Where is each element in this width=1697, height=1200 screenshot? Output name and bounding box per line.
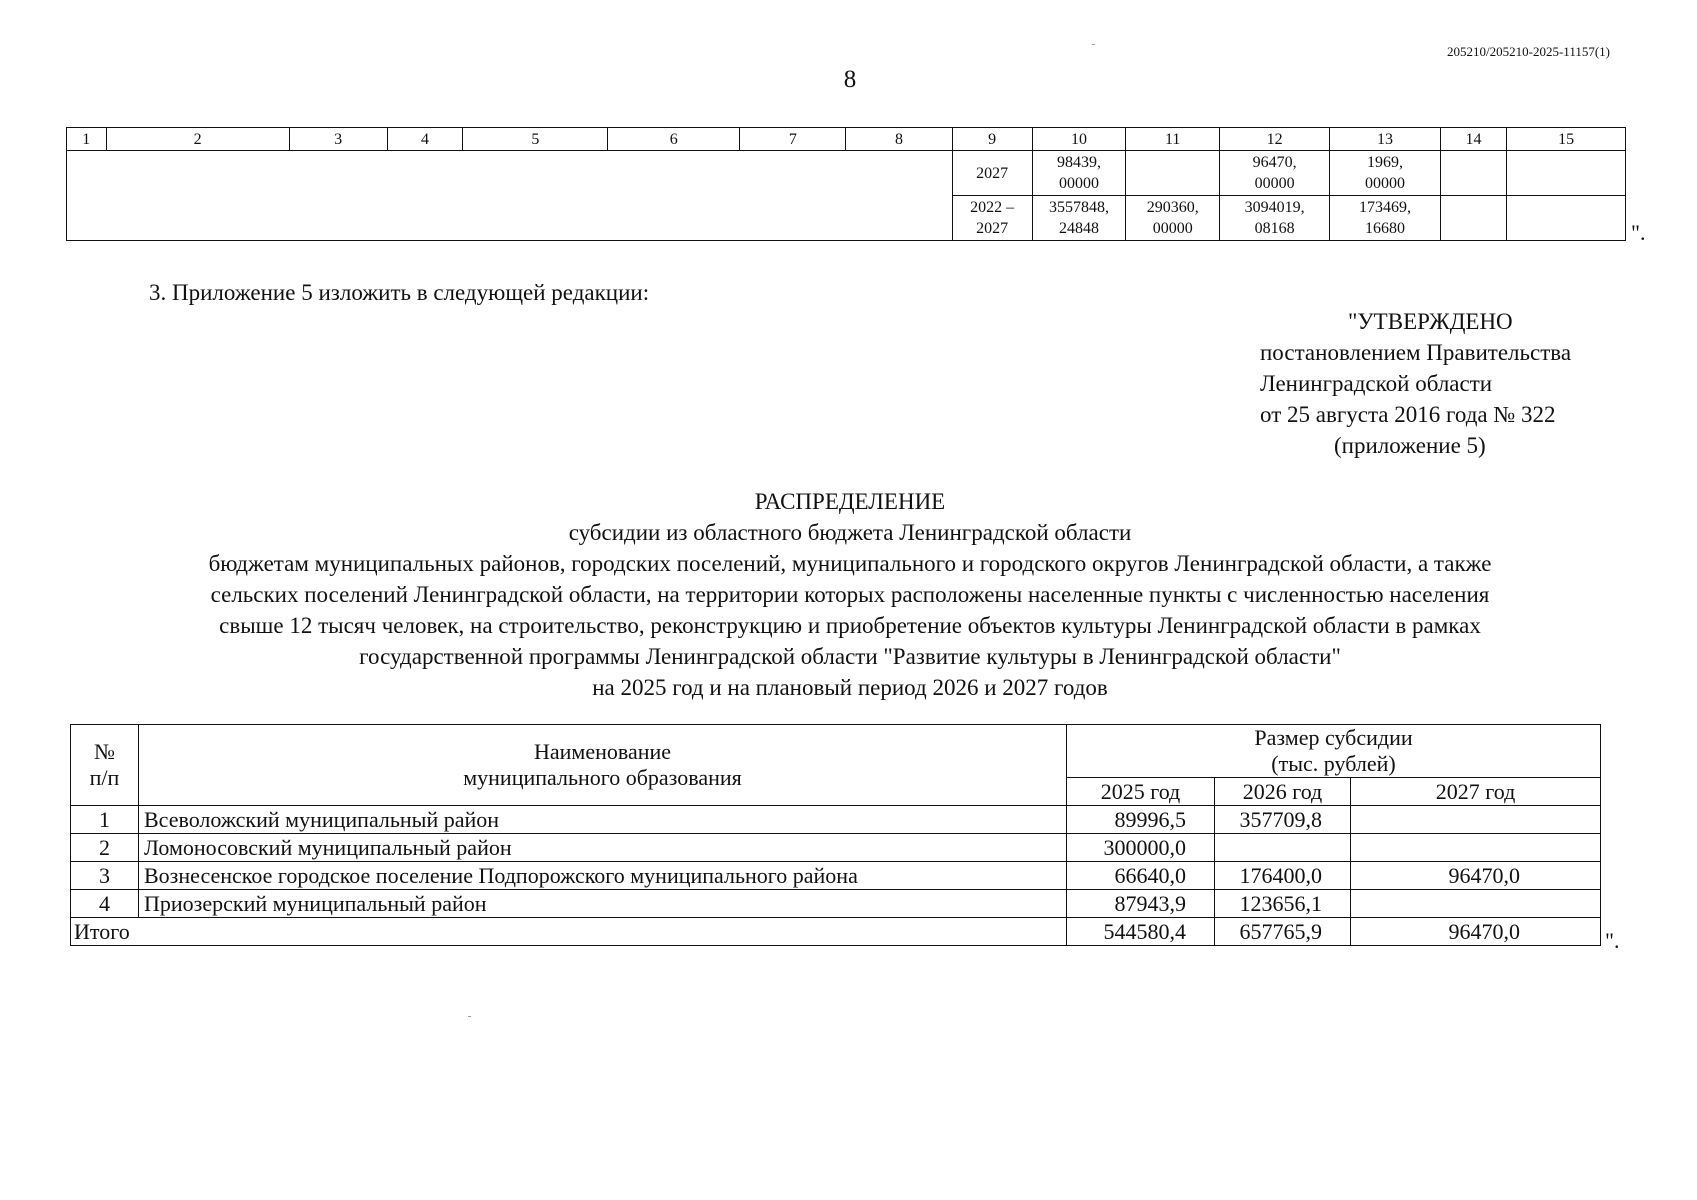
column-number: 4 [387,128,463,151]
column-header-subsidy-size: Размер субсидии (тыс. рублей) [1067,725,1601,778]
approved-label: "УТВЕРЖДЕНО [1348,309,1513,334]
continuation-table [66,127,1626,241]
column-number: 15 [1507,128,1626,151]
value-2025: 87943,9 [1067,890,1215,918]
heading-line: государственной программы Ленинградской области "Развитие культуры в Ленинградской области" [359,644,1341,669]
heading-line: бюджетам муниципальных районов, городских поселений, муниципального и городского округов Ленинградской области, а также [208,551,1492,576]
value-cell [1507,151,1626,196]
heading-line: сельских поселений Ленинградской области, на территории которых расположены населенные пункты с численностью населения [210,582,1490,607]
paragraph-item-3: 3. Приложение 5 изложить в следующей редакции: [149,280,650,305]
column-header-name: Наименование муниципального образования [139,725,1067,806]
table-header-row [67,128,1626,151]
column-number: 11 [1126,128,1220,151]
table-row [67,151,1626,196]
value-2027: 96470,0 [1351,862,1601,890]
row-number: 3 [71,862,139,890]
closing-quote: ". [1605,928,1620,953]
heading-line: на 2025 год и на плановый период 2026 и 2027 годов [592,675,1108,700]
table-header-row [71,725,1601,778]
column-number: 10 [1032,128,1126,151]
value-2026: 123656,1 [1215,890,1351,918]
value-cell: 98439, 00000 [1032,151,1126,196]
value-cell: 173469, 16680 [1330,196,1440,241]
row-number: 2 [71,834,139,862]
value-cell: 96470, 00000 [1220,151,1330,196]
approved-by-line: постановлением Правительства [1260,340,1572,365]
column-header-year: 2025 год [1067,778,1215,806]
year-cell: 2027 [952,151,1032,196]
subsidy-distribution-table [70,724,1601,946]
column-number: 1 [67,128,107,151]
column-number: 9 [952,128,1032,151]
table-row [71,806,1601,834]
page-number: 8 [843,66,857,93]
column-header-year: 2027 год [1351,778,1601,806]
closing-quote: ". [1631,220,1646,245]
column-number: 14 [1440,128,1507,151]
value-cell [1440,196,1507,241]
municipality-name: Вознесенское городское поселение Подпорожского муниципального района [139,862,1067,890]
row-number: 1 [71,806,139,834]
value-cell: 3094019, 08168 [1220,196,1330,241]
column-number: 5 [463,128,608,151]
scan-speck [468,1016,471,1017]
value-cell: 3557848, 24848 [1032,196,1126,241]
scan-speck [1092,44,1095,45]
heading-title: РАСПРЕДЕЛЕНИЕ [754,489,946,514]
column-number: 3 [289,128,387,151]
column-number: 13 [1330,128,1440,151]
value-2026: 357709,8 [1215,806,1351,834]
approved-region-line: Ленинградской области [1260,371,1493,396]
document-heading [100,486,1600,703]
value-2027 [1351,806,1601,834]
heading-line: свыше 12 тысяч человек, на строительство, реконструкцию и приобретение объектов культуры Ленинградской области в рамках [219,613,1481,638]
column-number: 12 [1220,128,1330,151]
total-2027: 96470,0 [1351,918,1601,946]
approved-appendix-line: (приложение 5) [1334,433,1486,458]
value-cell [1440,151,1507,196]
column-number: 6 [608,128,740,151]
value-2027 [1351,834,1601,862]
total-row [71,918,1601,946]
municipality-name: Приозерский муниципальный район [139,890,1067,918]
total-2025: 544580,4 [1067,918,1215,946]
municipality-name: Всеволожский муниципальный район [139,806,1067,834]
value-cell: 1969, 00000 [1330,151,1440,196]
value-cell [1507,196,1626,241]
approved-date-line: от 25 августа 2016 года № 322 [1260,402,1556,427]
column-header-year: 2026 год [1215,778,1351,806]
document-id: 205210/205210-2025-11157(1) [1447,44,1610,59]
total-2026: 657765,9 [1215,918,1351,946]
value-2025: 300000,0 [1067,834,1215,862]
table-row [71,890,1601,918]
year-cell: 2022 – 2027 [952,196,1032,241]
column-header-number: № п/п [71,725,139,806]
value-2026: 176400,0 [1215,862,1351,890]
column-number: 8 [846,128,952,151]
merged-empty-cell [67,151,953,241]
value-2025: 89996,5 [1067,806,1215,834]
row-number: 4 [71,890,139,918]
column-number: 7 [740,128,846,151]
table-row [71,834,1601,862]
heading-line: субсидии из областного бюджета Ленинградской области [568,520,1132,545]
municipality-name: Ломоносовский муниципальный район [139,834,1067,862]
value-2026 [1215,834,1351,862]
value-cell: 290360, 00000 [1126,196,1220,241]
column-number: 2 [106,128,289,151]
value-2025: 66640,0 [1067,862,1215,890]
value-2027 [1351,890,1601,918]
table-row [71,862,1601,890]
value-cell [1126,151,1220,196]
approval-stamp-block [1260,306,1571,461]
total-label: Итого [71,918,1067,946]
